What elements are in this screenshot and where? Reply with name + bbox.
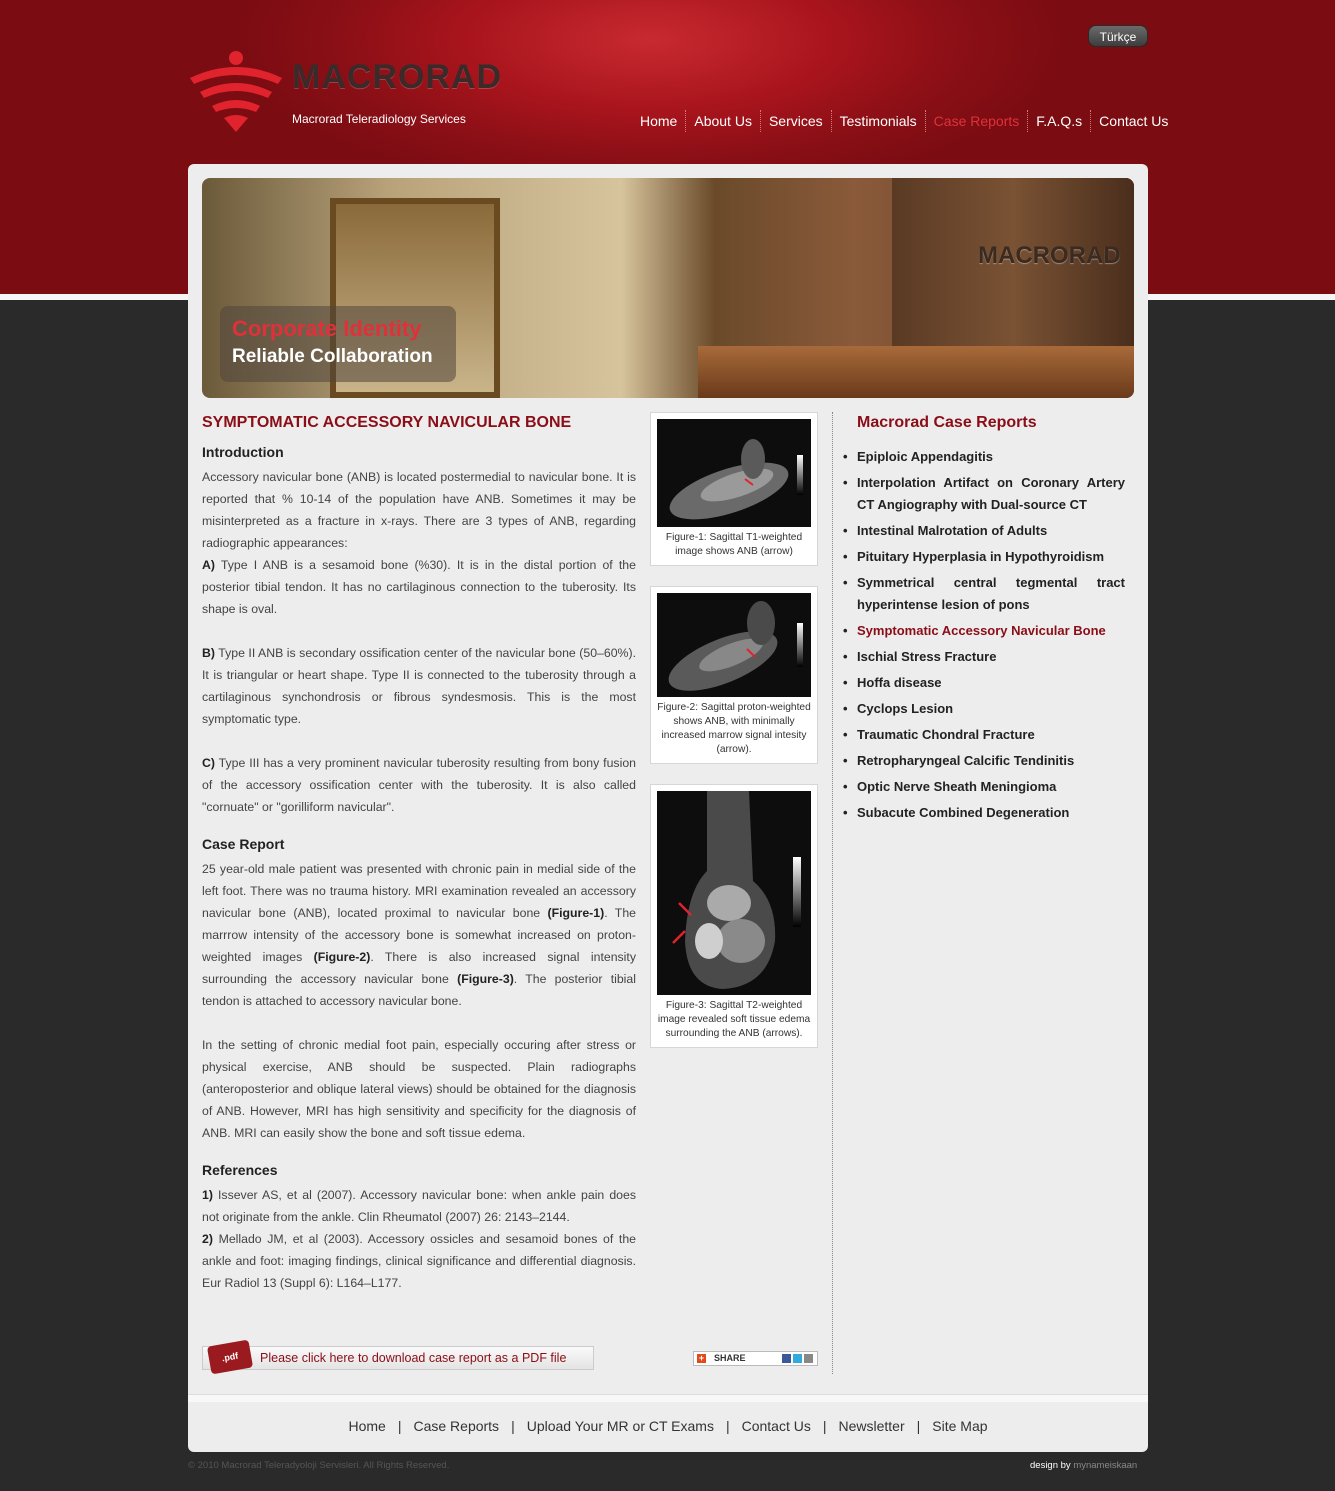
ref2-label: 2) — [202, 1232, 213, 1246]
pdf-download-button[interactable] — [202, 1346, 594, 1370]
main-nav — [632, 110, 1176, 132]
copyright-text: © 2010 Macrorad Teleradyoloji Servisleri. All Rights Reserved. — [188, 1460, 450, 1471]
case-report-link-active[interactable]: • Symptomatic Accessory Navicular Bone — [857, 620, 1125, 642]
sidebar-title: Macrorad Case Reports — [857, 414, 1037, 431]
ref1-text: Issever AS, et al (2007). Accessory navicular bone: when ankle pain does not originate from the ankle. Clin Rheumatol (2007) 26: 2143–2144. — [202, 1188, 636, 1224]
design-credit-prefix: design by — [1030, 1460, 1074, 1471]
footer-divider — [188, 1394, 1148, 1402]
share-label: SHARE — [714, 1353, 746, 1363]
footer-link-sitemap[interactable]: Site Map — [932, 1418, 988, 1434]
type-a-label: A) — [202, 558, 215, 572]
figure-2-caption: Figure-2: Sagittal proton-weighted shows ANB, with minimally increased marrow signal intesity (arrow). — [657, 702, 811, 755]
footer-separator: | — [397, 1418, 402, 1434]
type-a-text: Type I ANB is a sesamoid bone (%30). It is in the distal portion of the posterior tibial tendon. It has no cartilaginous connection to the tuberosity. Its shape is oval. — [202, 558, 636, 616]
type-b-label: B) — [202, 646, 215, 660]
nav-contact-us[interactable]: Contact Us — [1090, 110, 1176, 132]
ref1-label: 1) — [202, 1188, 213, 1202]
case-report-link[interactable]: • Traumatic Chondral Fracture — [857, 724, 1125, 746]
case-report-link[interactable]: • Subacute Combined Degeneration — [857, 802, 1125, 824]
intro-heading: Introduction — [202, 444, 284, 460]
figure-3[interactable] — [650, 784, 818, 1048]
type-c-paragraph — [202, 752, 636, 818]
figure-1-mri-image — [657, 419, 811, 527]
case-report-link[interactable]: • Interpolation Artifact on Coronary Artery CT Angiography with Dual-source CT — [857, 472, 1125, 516]
logo[interactable] — [188, 48, 503, 138]
references-heading: References — [202, 1162, 278, 1178]
case-report-link[interactable]: • Epiploic Appendagitis — [857, 446, 1125, 468]
designer-link[interactable]: mynameiskaan — [1073, 1460, 1138, 1471]
figure-1[interactable] — [650, 412, 818, 566]
footer-link-contact[interactable]: Contact Us — [741, 1418, 811, 1434]
figure-2-ref: (Figure-2) — [313, 950, 371, 964]
banner-wall-logo: MACRORAD — [978, 242, 1121, 269]
case-report-link[interactable]: • Symmetrical central tegmental tract hyperintense lesion of pons — [857, 572, 1125, 616]
footer-link-newsletter[interactable]: Newsletter — [838, 1418, 905, 1434]
figure-2-mri-image — [657, 593, 811, 697]
twitter-icon — [793, 1354, 802, 1363]
footer-nav — [188, 1418, 1148, 1434]
logo-emblem-icon — [188, 48, 284, 134]
references-list — [202, 1184, 636, 1294]
pdf-download-label: Please click here to download case report as a PDF file — [260, 1351, 567, 1365]
footer-link-upload[interactable]: Upload Your MR or CT Exams — [526, 1418, 714, 1434]
article-title: SYMPTOMATIC ACCESSORY NAVICULAR BONE — [202, 414, 572, 431]
case-report-link[interactable]: • Ischial Stress Fracture — [857, 646, 1125, 668]
footer-link-case-reports[interactable]: Case Reports — [413, 1418, 500, 1434]
email-icon — [804, 1354, 813, 1363]
figure-1-caption: Figure-1: Sagittal T1-weighted image shows ANB (arrow) — [665, 532, 803, 557]
banner-desk — [698, 346, 1134, 398]
case-reports-list — [857, 446, 1125, 824]
nav-services[interactable]: Services — [760, 110, 831, 132]
share-button[interactable] — [693, 1351, 818, 1366]
figure-1-ref: (Figure-1) — [547, 906, 605, 920]
case-report-heading: Case Report — [202, 836, 285, 852]
pdf-icon: .pdf — [207, 1340, 253, 1375]
case-report-link[interactable]: • Intestinal Malrotation of Adults — [857, 520, 1125, 542]
intro-paragraph — [202, 466, 636, 620]
case-report-link[interactable]: • Pituitary Hyperplasia in Hypothyroidism — [857, 546, 1125, 568]
logo-name: MACRORAD — [292, 58, 503, 96]
footer-separator: | — [822, 1418, 827, 1434]
share-plus-icon: + — [698, 1353, 705, 1363]
footer-separator: | — [916, 1418, 921, 1434]
case-report-paragraph — [202, 858, 636, 1012]
banner-caption-line2: Reliable Collaboration — [232, 346, 433, 367]
footer-separator: | — [511, 1418, 515, 1434]
figure-3-mri-image — [657, 791, 811, 995]
article — [202, 414, 636, 1294]
footer-link-home[interactable]: Home — [348, 1418, 386, 1434]
nav-home[interactable]: Home — [640, 113, 678, 129]
case-report-link[interactable]: • Retropharyngeal Calcific Tendinitis — [857, 750, 1125, 772]
case-text-2: . The marrrow intensity of the accessory bone is somewhat increased on proton-weighted images — [202, 906, 636, 964]
nav-about-us[interactable]: About Us — [685, 110, 760, 132]
case-report-link[interactable]: • Optic Nerve Sheath Meningioma — [857, 776, 1125, 798]
main-container — [188, 164, 1148, 1452]
nav-case-reports[interactable]: Case Reports — [925, 110, 1028, 132]
figure-2[interactable] — [650, 586, 818, 764]
intro-text: Accessory navicular bone (ANB) is located postermedial to navicular bone. It is reported that % 10-14 of the population have ANB. Sometimes it may be misinterpreted as a fracture in x-rays. There are 3 types of ANB, regarding radiographic appearances: — [202, 470, 636, 550]
discussion-paragraph: In the setting of chronic medial foot pain, especially occuring after stress or physical exercise, ANB should be suspected. Plain radiographs (anteroposterior and oblique lateral views) should be obtained for the diagnosis of ANB. However, MRI has high sensitivity and specificity for the diagnosis of ANB. MRI can easily show the bone and soft tissue edema. — [202, 1038, 636, 1140]
case-report-link[interactable]: • Cyclops Lesion — [857, 698, 1125, 720]
nav-faqs[interactable]: F.A.Q.s — [1027, 110, 1090, 132]
type-b-text: Type II ANB is secondary ossification center of the navicular bone (50–60%). It is triangular or heart shape. Type II is connected to the tuberosity through a cartilaginous synchondrosis or fibrous syndesmosis. This is the most symptomatic type. — [202, 646, 636, 726]
case-text-4: . The posterior tibial tendon is attached to accessory navicular bone. — [202, 972, 636, 1008]
case-report-link[interactable]: • Hoffa disease — [857, 672, 1125, 694]
type-b-paragraph — [202, 642, 636, 730]
logo-subtitle: Macrorad Teleradiology Services — [292, 112, 466, 126]
design-credit — [1030, 1460, 1137, 1471]
type-c-label: C) — [202, 756, 215, 770]
language-button[interactable]: Türkçe — [1088, 25, 1148, 47]
ref2-text: Mellado JM, et al (2003). Accessory ossicles and sesamoid bones of the ankle and foot: imaging findings, clinical significance and differential diagnosis. Eur Radiol 13 (Suppl 6): L164–L177. — [202, 1232, 636, 1290]
footer-separator: | — [725, 1418, 730, 1434]
figure-3-caption: Figure-3: Sagittal T2-weighted image revealed soft tissue edema surrounding the ANB (arrows). — [657, 1000, 811, 1039]
case-text-1: 25 year-old male patient was presented with chronic pain in medial side of the left foot. There was no trauma history. MRI examination revealed an accessory navicular bone (ANB), located proximal to navicular bone — [202, 862, 636, 920]
facebook-icon — [782, 1354, 791, 1363]
case-text-3: . There is also increased signal intensity surrounding the accessory navicular bone — [202, 950, 636, 986]
banner-caption-line1: Corporate Identity — [232, 316, 422, 341]
nav-testimonials[interactable]: Testimonials — [831, 110, 925, 132]
type-c-text: Type III has a very prominent navicular tuberosity resulting from bony fusion of the accessory ossification center with the tuberosity. It is also called "cornuate" or "gorilliform navicular". — [202, 756, 636, 814]
case-reports-sidebar — [857, 414, 1125, 828]
column-divider — [832, 412, 833, 1374]
banner — [202, 178, 1134, 398]
banner-caption — [220, 306, 456, 382]
figure-3-ref: (Figure-3) — [457, 972, 514, 986]
share-service-icons — [782, 1354, 813, 1363]
